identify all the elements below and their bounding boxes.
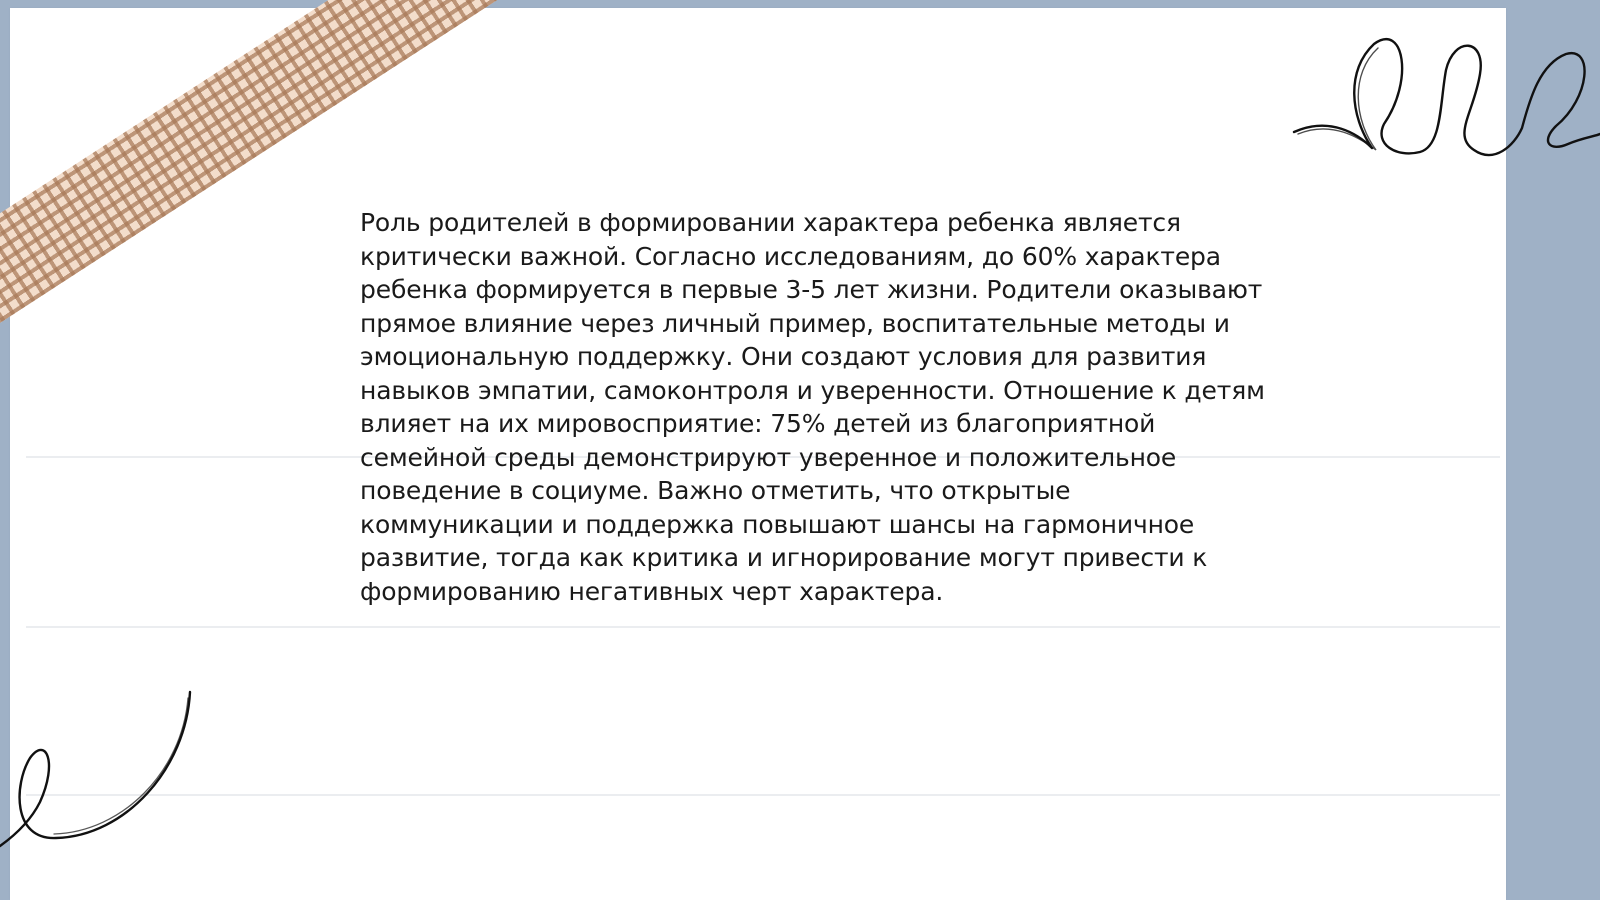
paper-rule-line bbox=[26, 794, 1500, 796]
loop-squiggle-icon bbox=[1290, 28, 1600, 168]
slide-body-text: Роль родителей в формировании характера ребенка является критически важной. Согласно исследованиям, до 60% характера ребенка формируется в первые 3-5 лет жизни. Родители оказывают прямое влияние через личный пример, воспитательные методы и эмоциональную поддержку. Они создают условия для развития навыков эмпатии, самоконтроля и уверенности. Отношение к детям влияет на их мировосприятие: 75% детей из благоприятной семейной среды демонстрируют уверенное и положительное поведение в социуме. Важно отметить, что открытые коммуникации и поддержка повышают шансы на гармоничное развитие, тогда как критика и игнорирование могут привести к формированию негативных черт характера. bbox=[360, 208, 1265, 606]
paper-rule-line bbox=[26, 626, 1500, 628]
swirl-squiggle-icon bbox=[0, 690, 200, 850]
